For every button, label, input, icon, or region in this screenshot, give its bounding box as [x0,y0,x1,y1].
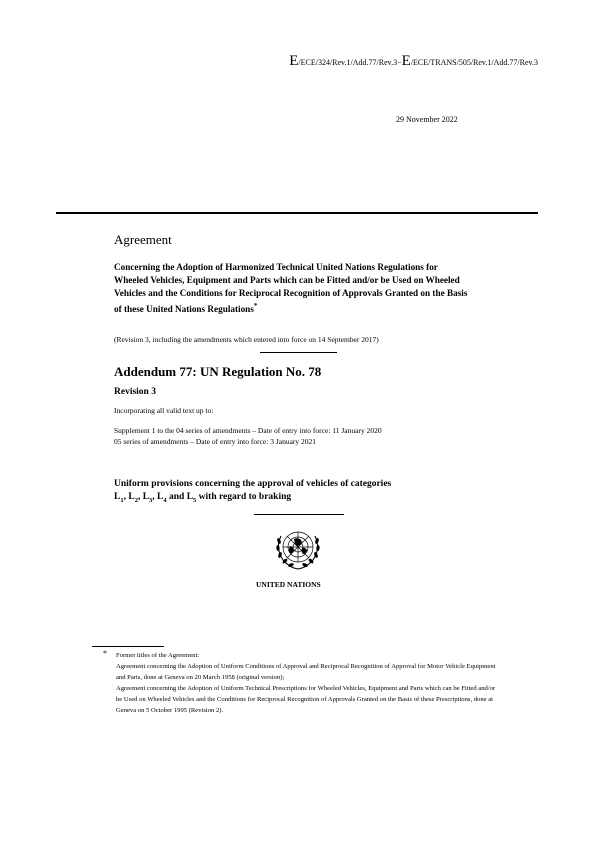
footnote-paragraph-2: Agreement concerning the Adoption of Uniform Technical Prescriptions for Wheeled Vehicles, Equipment and Parts which can be Fitted and/or be Used on Wheeled Vehicles and the Conditions for Reciprocal Recognition of Approvals Granted on the Basis of these Prescriptions, done at Geneva on 5 October 1995 (Revision 2). [116,685,496,714]
footnote-reference: * [253,302,258,310]
category-l4: $L_4$ [157,492,167,504]
united-nations-label: UNITED NATIONS [256,580,321,589]
category-l3: $L_3$ [142,492,153,504]
regulation-title-line1: Uniform provisions concerning the approval of vehicles of categories [114,479,392,489]
un-emblem-icon [268,524,328,576]
footnote-rule [92,646,164,647]
incorporating-text: Incorporating all valid text up to: [114,406,214,415]
amendments-list [114,425,382,447]
symbol-e-letter-2: E [401,53,411,69]
revision-label: Revision 3 [114,387,156,397]
revision-note: (Revision 3, including the amendments which entered into force on 14 September 2017) [114,335,379,344]
regulation-title: Uniform provisions concerning the approval of vehicles of categories $L_1$, $L_2$, $L_3$, $L_4$ and $L_5$ with regard to braking [114,479,392,504]
regulation-title-tail: with regard to braking [196,492,292,502]
supplement-line: Supplement 1 to the 04 series of amendments – Date of entry into force: 11 January 2020 [114,426,382,435]
footnote [103,649,496,716]
symbol-ece-trans-505: /ECE/TRANS/505/Rev.1/Add.77/Rev.3 [410,58,538,67]
separator-line [260,352,337,353]
footnote-marker: * [103,649,107,658]
series-line: 05 series of amendments – Date of entry into force: 3 January 2021 [114,437,317,446]
footnote-paragraph-1: Agreement concerning the Adoption of Uniform Conditions of Approval and Reciprocal Recognition of Approval for Motor Vehicle Equipment and Parts, done at Geneva on 20 March 1958 (original version); [116,663,496,681]
category-l1: $L_1$ [114,492,124,504]
header-rule [56,212,538,214]
separator-line-2 [254,514,344,515]
category-l2: $L_2$ [128,492,138,504]
symbol-ece-324: /ECE/324/Rev.1/Add.77/Rev.3− [298,58,402,67]
addendum-title: Addendum 77: UN Regulation No. 78 [114,364,322,379]
document-date: 29 November 2022 [396,115,458,124]
document-symbol [289,54,538,69]
agreement-title [114,261,474,316]
category-l5: $L_5$ [186,492,197,504]
agreement-heading: Agreement [114,232,172,247]
agreement-title-text: Concerning the Adoption of Harmonized Technical United Nations Regulations for Wheeled Vehicles, Equipment and Parts which can be Fitted and/or be Used on Wheeled Vehicles and the Conditions for Reciprocal Recognition of Approvals Granted on the Basis of these United Nations Regulations [114,262,468,315]
symbol-e-letter: E [289,53,299,69]
footnote-intro: Former titles of the Agreement: [116,652,200,659]
